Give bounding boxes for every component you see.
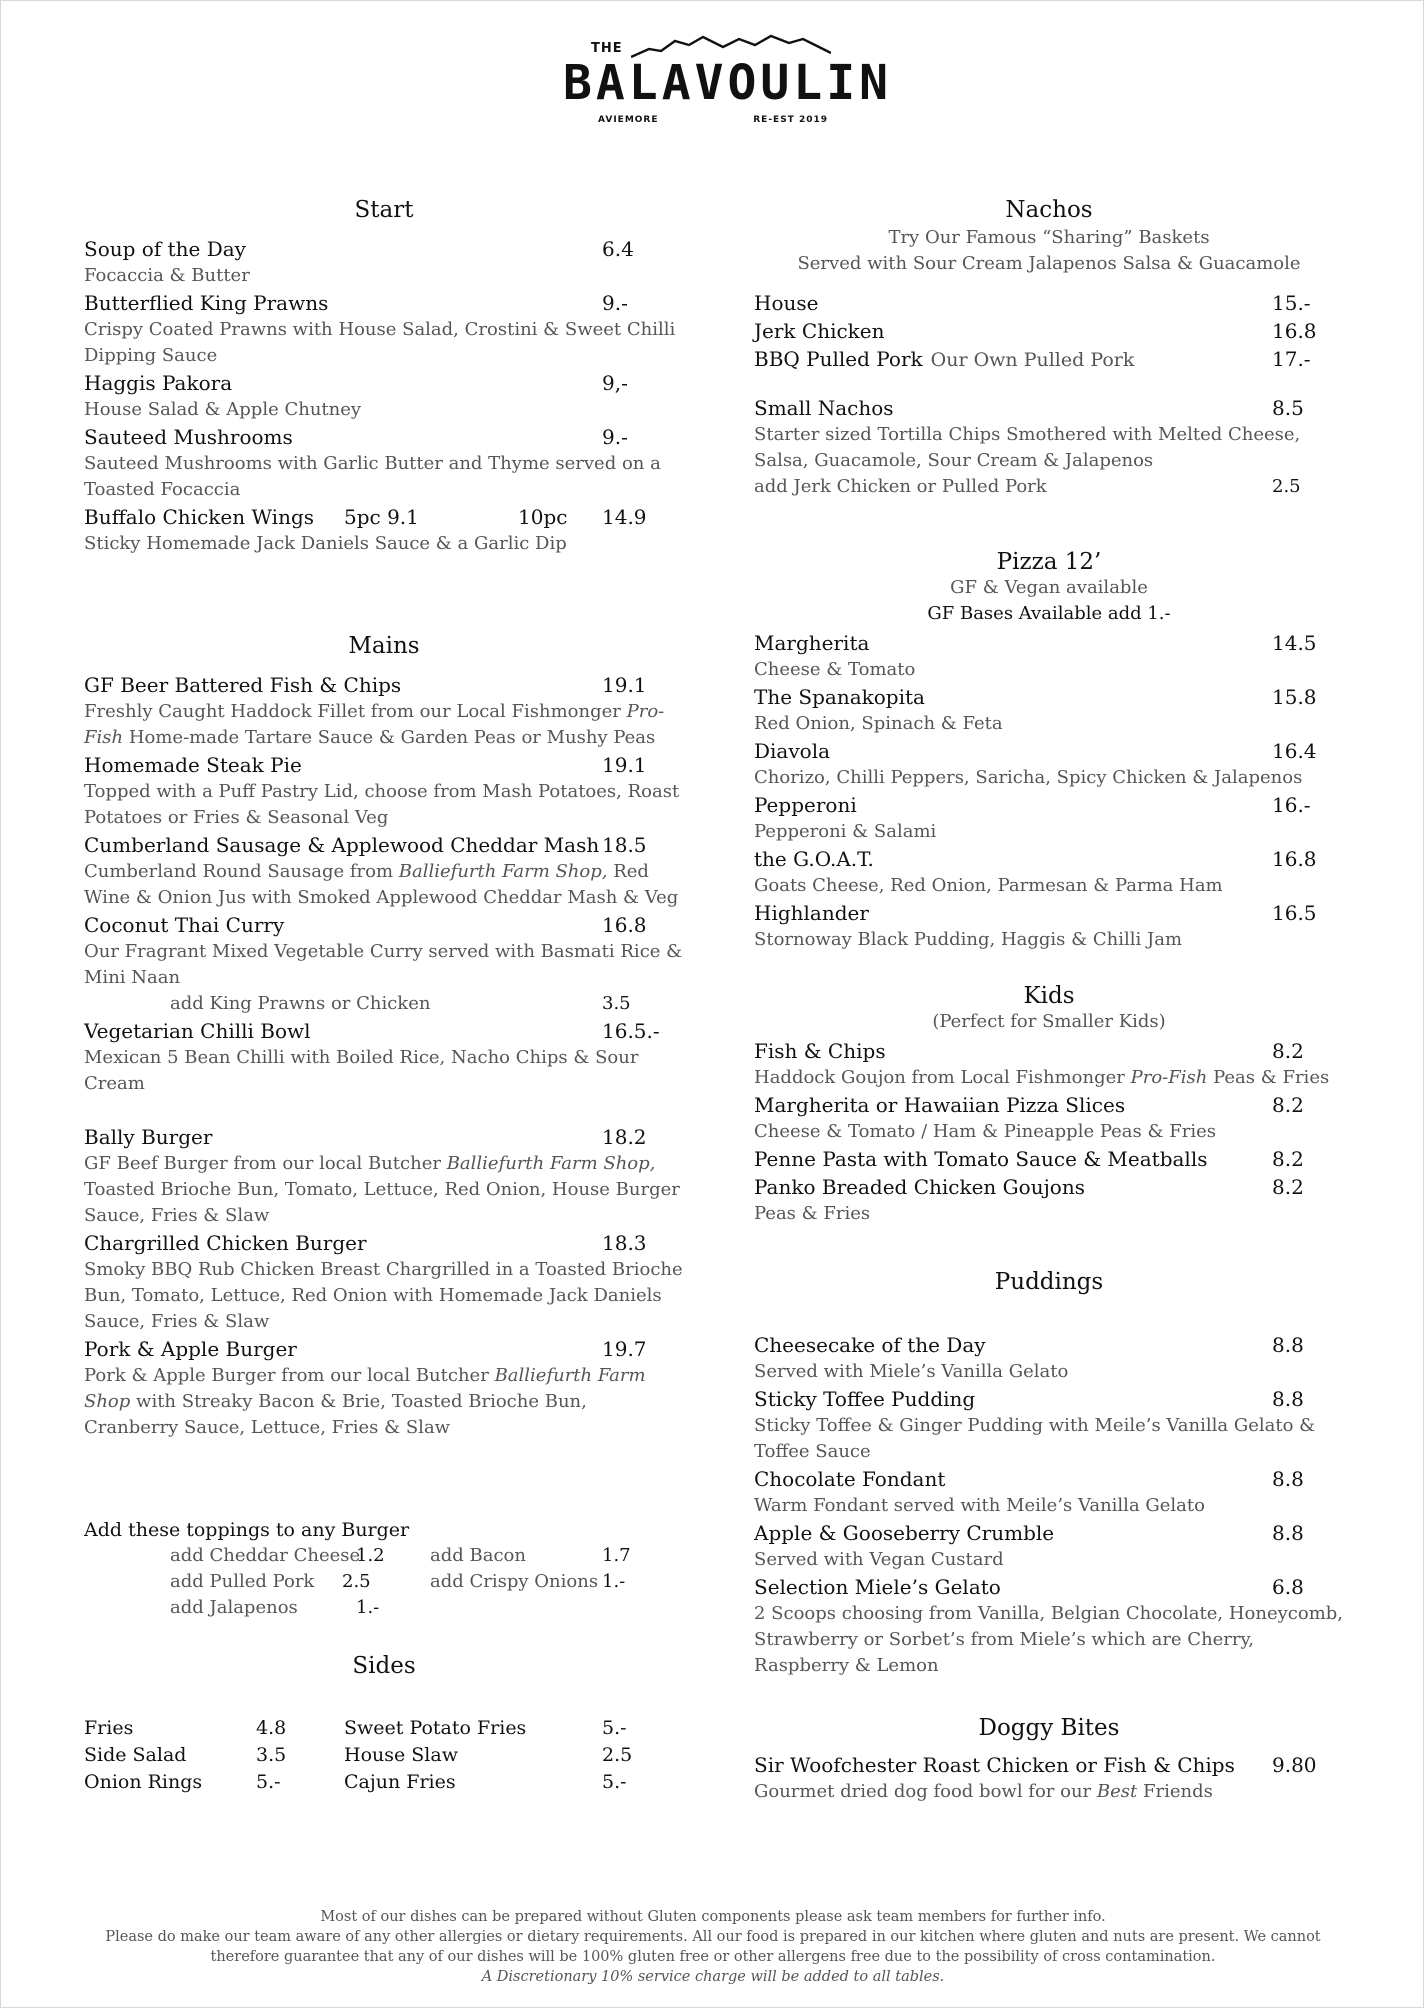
doggy-section	[754, 1715, 1344, 1805]
item-name: BBQ Pulled Pork	[754, 347, 923, 371]
item-desc: Stornoway Black Pudding, Haggis & Chilli Jam	[754, 929, 1183, 950]
desc-text: Peas & Fries	[1213, 1067, 1330, 1088]
item-price: 18.5	[602, 833, 647, 857]
item-price: 16.-	[1272, 793, 1311, 817]
menu-item	[754, 845, 1344, 899]
section-title-sides: Sides	[352, 1653, 416, 1679]
menu-item	[754, 394, 1344, 500]
menu-item	[754, 1173, 1344, 1227]
item-name: Highlander	[754, 901, 869, 925]
item-name: Sir Woofchester Roast Chicken or Fish & Chips	[754, 1753, 1235, 1777]
desc-emphasis: Balliefurth Farm Shop,	[398, 861, 608, 882]
menu-item	[754, 899, 1344, 953]
section-title-pizza: Pizza 12’	[996, 549, 1102, 575]
item-desc: Starter sized Tortilla Chips Smothered with Melted Cheese, Salsa, Guacamole, Sour Cream & Jalapenos	[754, 424, 1301, 471]
item-name: Butterflied King Prawns	[84, 291, 329, 315]
nachos-section	[754, 197, 1344, 500]
menu-item	[754, 1145, 1344, 1173]
item-price: 6.8	[1272, 1575, 1304, 1599]
item-desc: Sticky Toffee & Ginger Pudding with Meile’s Vanilla Gelato & Toffee Sauce	[754, 1415, 1316, 1462]
item-name: Coconut Thai Curry	[84, 913, 285, 937]
item-name: Margherita	[754, 631, 870, 655]
item-price: 18.3	[602, 1231, 647, 1255]
logo-the: THE	[591, 41, 623, 56]
item-price: 8.8	[1272, 1467, 1304, 1491]
puddings-section	[754, 1269, 1344, 1679]
addon-price: 3.5	[602, 993, 631, 1014]
menu-item	[84, 831, 684, 911]
addon-price: 2.5	[1272, 476, 1301, 497]
item-price: 8.8	[1272, 1521, 1304, 1545]
side-name: House Slaw	[344, 1744, 458, 1766]
side-price: 5.-	[602, 1717, 627, 1739]
topping-price: 1.-	[356, 1597, 380, 1618]
item-price: 16.8	[1272, 319, 1317, 343]
menu-item	[84, 911, 684, 1017]
section-subtitle: Try Our Famous “Sharing” Baskets	[888, 227, 1210, 248]
menu-item	[84, 1229, 684, 1335]
item-price: 19.1	[602, 753, 647, 777]
menu-item	[754, 345, 1344, 374]
item-price: 16.8	[1272, 847, 1317, 871]
item-price: 9.-	[602, 291, 628, 315]
item-desc: Peas & Fries	[754, 1203, 871, 1224]
item-desc: Served with Miele’s Vanilla Gelato	[754, 1361, 1069, 1382]
start-section	[84, 197, 684, 557]
item-name: Pork & Apple Burger	[84, 1337, 297, 1361]
toppings-list	[84, 1543, 684, 1621]
section-title-doggy: Doggy Bites	[978, 1715, 1120, 1741]
section-title-nachos: Nachos	[1005, 197, 1093, 223]
section-title-mains: Mains	[348, 633, 420, 659]
item-desc: Our Fragrant Mixed Vegetable Curry served with Basmati Rice & Mini Naan	[84, 941, 683, 988]
section-subtitle: GF Bases Available add 1.-	[927, 603, 1171, 624]
item-name: Soup of the Day	[84, 237, 246, 261]
item-desc: Sauteed Mushrooms with Garlic Butter and Thyme served on a Toasted Focaccia	[84, 453, 661, 500]
section-subtitle: Served with Sour Cream Jalapenos Salsa & Guacamole	[797, 253, 1301, 274]
item-name: the G.O.A.T.	[754, 847, 874, 871]
menu-item	[754, 1465, 1344, 1519]
item-price: 14.9	[602, 505, 647, 529]
desc-emphasis: Best	[1096, 1781, 1138, 1802]
burger-toppings	[84, 1517, 684, 1621]
item-desc: Sticky Homemade Jack Daniels Sauce & a Garlic Dip	[84, 533, 567, 554]
item-note: Our Own Pulled Pork	[930, 349, 1135, 371]
item-name: House	[754, 291, 819, 315]
item-price: 16.4	[1272, 739, 1317, 763]
item-name: Jerk Chicken	[754, 319, 885, 343]
item-desc	[84, 859, 684, 911]
item-desc: Chorizo, Chilli Peppers, Saricha, Spicy Chicken & Jalapenos	[754, 767, 1303, 788]
menu-item	[754, 289, 1344, 317]
item-desc	[84, 699, 684, 751]
item-price: 9.80	[1272, 1753, 1317, 1777]
wings-option-5pc: 5pc 9.1	[344, 505, 419, 529]
item-desc: Cheese & Tomato / Ham & Pineapple Peas & Fries	[754, 1121, 1216, 1142]
mains-section	[84, 633, 684, 1441]
topping-price: 2.5	[342, 1571, 371, 1592]
desc-text: Gourmet dried dog food bowl for our	[754, 1781, 1092, 1802]
menu-item-wings	[84, 503, 684, 557]
desc-text: Haddock Goujon from Local Fishmonger	[754, 1067, 1125, 1088]
item-price: 15.-	[1272, 291, 1311, 315]
item-desc: Cheese & Tomato	[754, 659, 916, 680]
addon-name: add Jerk Chicken or Pulled Pork	[754, 476, 1047, 497]
menu-item	[84, 423, 684, 503]
item-name: Bally Burger	[84, 1125, 213, 1149]
logo	[1, 21, 1424, 135]
item-price: 15.8	[1272, 685, 1317, 709]
side-name: Sweet Potato Fries	[344, 1717, 527, 1739]
item-price: 17.-	[1272, 347, 1311, 371]
item-price: 19.7	[602, 1337, 647, 1361]
menu-item	[84, 1017, 684, 1097]
side-name: Fries	[84, 1717, 134, 1739]
item-price: 19.1	[602, 673, 647, 697]
item-desc: Mexican 5 Bean Chilli with Boiled Rice, Nacho Chips & Sour Cream	[84, 1047, 639, 1094]
desc-text: Friends	[1143, 1781, 1213, 1802]
item-price: 9.-	[602, 425, 628, 449]
item-name: Diavola	[754, 739, 831, 763]
item-desc	[84, 1151, 684, 1229]
sides-section	[84, 1653, 684, 1796]
item-price: 8.2	[1272, 1147, 1304, 1171]
menu-item	[754, 1091, 1344, 1145]
menu-item	[84, 671, 684, 751]
menu-item	[754, 317, 1344, 345]
desc-text: Home-made Tartare Sauce & Garden Peas or Mushy Peas	[128, 727, 656, 748]
item-desc: Pepperoni & Salami	[754, 821, 937, 842]
item-name: Cheesecake of the Day	[754, 1333, 986, 1357]
desc-emphasis: Pro-Fish	[84, 701, 665, 748]
item-name: Margherita or Hawaiian Pizza Slices	[754, 1093, 1126, 1117]
side-price: 2.5	[602, 1744, 633, 1766]
item-price: 16.8	[602, 913, 647, 937]
desc-emphasis: Balliefurth Farm Shop	[84, 1365, 646, 1412]
item-price: 16.5.-	[602, 1019, 660, 1043]
item-desc	[754, 1065, 1344, 1091]
topping-name: add Crispy Onions	[430, 1571, 599, 1592]
topping-name: add Cheddar Cheese	[170, 1545, 361, 1566]
wings-option-10pc: 10pc	[518, 505, 568, 529]
item-desc	[84, 1363, 684, 1441]
item-price: 8.5	[1272, 396, 1304, 420]
desc-text: Red Wine & Onion Jus with Smoked Applewood Cheddar Mash & Veg	[84, 861, 679, 908]
item-price: 18.2	[602, 1125, 647, 1149]
side-price: 3.5	[256, 1744, 287, 1766]
footer-line: therefore guarantee that any of our dishes will be 100% gluten free or other allergens free due to the possibility of cross contamination.	[210, 1949, 1216, 1965]
addon-name: add King Prawns or Chicken	[170, 993, 431, 1014]
menu-item	[754, 1519, 1344, 1573]
desc-text: Toasted Brioche Bun, Tomato, Lettuce, Red Onion, House Burger Sauce, Fries & Slaw	[84, 1179, 680, 1226]
logo-location: AVIEMORE	[598, 115, 659, 125]
topping-name: add Pulled Pork	[170, 1571, 315, 1592]
item-name: Chargrilled Chicken Burger	[84, 1231, 367, 1255]
footer-line: Most of our dishes can be prepared without Gluten components please ask team members for further info.	[320, 1909, 1106, 1925]
item-price: 6.4	[602, 237, 634, 261]
item-name: Haggis Pakora	[84, 371, 233, 395]
topping-name: add Jalapenos	[170, 1597, 298, 1618]
desc-text: Pork & Apple Burger from our local Butcher	[84, 1365, 489, 1386]
section-subtitle: GF & Vegan available	[950, 577, 1148, 598]
desc-emphasis: Balliefurth Farm Shop,	[446, 1153, 656, 1174]
allergen-footer	[1, 1907, 1424, 1987]
menu-item	[754, 629, 1344, 683]
section-title-kids: Kids	[1023, 983, 1075, 1009]
addon-row	[754, 474, 1344, 500]
desc-emphasis: Pro-Fish	[1130, 1067, 1208, 1088]
menu-item	[84, 1335, 684, 1441]
menu-item	[84, 751, 684, 831]
item-desc: Red Onion, Spinach & Feta	[754, 713, 1003, 734]
item-name: Chocolate Fondant	[754, 1467, 946, 1491]
item-name: Vegetarian Chilli Bowl	[84, 1019, 311, 1043]
item-name: Sticky Toffee Pudding	[754, 1387, 976, 1411]
topping-name: add Bacon	[430, 1545, 526, 1566]
kids-section	[754, 983, 1344, 1227]
item-price: 8.8	[1272, 1387, 1304, 1411]
item-price: 16.5	[1272, 901, 1317, 925]
menu-item	[754, 683, 1344, 737]
item-name-row	[754, 345, 1344, 374]
desc-text: Freshly Caught Haddock Fillet from our Local Fishmonger	[84, 701, 621, 722]
side-name: Onion Rings	[84, 1771, 203, 1793]
item-desc: Focaccia & Butter	[84, 265, 250, 286]
logo-established: RE-EST 2019	[753, 115, 828, 125]
topping-price: 1.2	[356, 1545, 385, 1566]
toppings-heading: Add these toppings to any Burger	[84, 1519, 410, 1541]
menu-item	[84, 369, 684, 423]
item-name: GF Beer Battered Fish & Chips	[84, 673, 402, 697]
side-price: 4.8	[256, 1717, 287, 1739]
item-desc: 2 Scoops choosing from Vanilla, Belgian Chocolate, Honeycomb, Strawberry or Sorbet’s from Miele’s which are Cherry, Raspberry & Lemon	[754, 1603, 1344, 1676]
side-name: Cajun Fries	[344, 1771, 456, 1793]
section-subtitle: (Perfect for Smaller Kids)	[932, 1011, 1166, 1032]
section-title-start: Start	[354, 197, 414, 223]
item-price: 8.8	[1272, 1333, 1304, 1357]
pizza-section	[754, 549, 1344, 953]
topping-price: 1.-	[602, 1571, 626, 1592]
service-charge-note: A Discretionary 10% service charge will be added to all tables.	[481, 1969, 945, 1985]
item-name: Cumberland Sausage & Applewood Cheddar Mash	[84, 833, 600, 857]
item-name: Sauteed Mushrooms	[84, 425, 293, 449]
menu-item	[84, 1123, 684, 1229]
item-name: The Spanakopita	[754, 685, 925, 709]
side-name: Side Salad	[84, 1744, 187, 1766]
item-desc: Goats Cheese, Red Onion, Parmesan & Parma Ham	[754, 875, 1223, 896]
logo-brand: BALAVOULIN	[563, 55, 892, 111]
item-price: 9,-	[602, 371, 628, 395]
menu-item	[754, 737, 1344, 791]
side-price: 5.-	[602, 1771, 627, 1793]
menu-item	[84, 235, 684, 289]
item-price: 8.2	[1272, 1175, 1304, 1199]
item-name: Apple & Gooseberry Crumble	[754, 1521, 1055, 1545]
desc-text: Cumberland Round Sausage from	[84, 861, 394, 882]
menu-item	[754, 1385, 1344, 1465]
item-desc: Served with Vegan Custard	[754, 1549, 1004, 1570]
item-name: Homemade Steak Pie	[84, 753, 302, 777]
desc-text: with Streaky Bacon & Brie, Toasted Brioche Bun, Cranberry Sauce, Lettuce, Fries & Slaw	[84, 1391, 587, 1438]
menu-item	[754, 1331, 1344, 1385]
menu-item	[84, 289, 684, 369]
menu-item	[754, 791, 1344, 845]
item-name: Panko Breaded Chicken Goujons	[754, 1175, 1085, 1199]
item-desc: Warm Fondant served with Meile’s Vanilla Gelato	[754, 1495, 1205, 1516]
item-desc: Topped with a Puff Pastry Lid, choose from Mash Potatoes, Roast Potatoes or Fries & Seasonal Veg	[84, 781, 680, 828]
item-price: 8.2	[1272, 1039, 1304, 1063]
desc-text: GF Beef Burger from our local Butcher	[84, 1153, 441, 1174]
footer-line: Please do make our team aware of any other allergies or dietary requirements. All our food is prepared in our kitchen where gluten and nuts are present. We cannot	[105, 1929, 1321, 1945]
section-title-puddings: Puddings	[994, 1269, 1104, 1295]
addon-row	[84, 991, 684, 1017]
item-price: 14.5	[1272, 631, 1317, 655]
item-name: Small Nachos	[754, 396, 894, 420]
sides-list	[84, 1715, 684, 1796]
menu-item	[754, 1751, 1344, 1805]
item-name: Selection Miele’s Gelato	[754, 1575, 1001, 1599]
item-price: 8.2	[1272, 1093, 1304, 1117]
item-desc: Crispy Coated Prawns with House Salad, Crostini & Sweet Chilli Dipping Sauce	[84, 319, 676, 366]
item-name: Fish & Chips	[754, 1039, 886, 1063]
item-name: Penne Pasta with Tomato Sauce & Meatballs	[754, 1147, 1208, 1171]
item-name: Buffalo Chicken Wings	[84, 505, 315, 529]
item-name: Pepperoni	[754, 793, 857, 817]
item-desc: House Salad & Apple Chutney	[84, 399, 362, 420]
item-desc: Smoky BBQ Rub Chicken Breast Chargrilled in a Toasted Brioche Bun, Tomato, Lettuce, Red Onion with Homemade Jack Daniels Sauce, Fries & Slaw	[84, 1259, 683, 1332]
menu-item	[754, 1037, 1344, 1091]
topping-price: 1.7	[602, 1545, 631, 1566]
item-desc	[754, 1779, 1344, 1805]
menu-item	[754, 1573, 1344, 1679]
side-price: 5.-	[256, 1771, 281, 1793]
